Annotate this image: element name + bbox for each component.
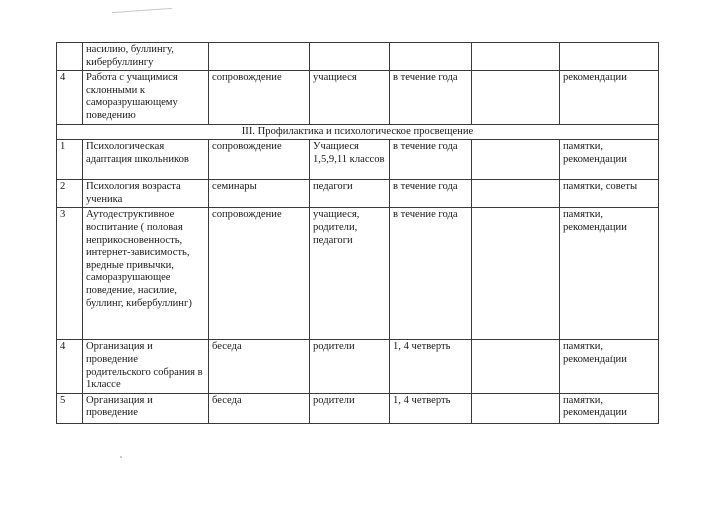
participants-cell: родители [310,393,390,423]
scan-artifact [112,8,172,13]
table-row [57,340,659,393]
row-number: 4 [57,340,83,393]
activity-cell: Организация и проведение родительского собрания в 1классе [83,340,209,393]
activity-cell: Аутодеструктивное воспитание ( половая неприкосновенность, интернет-зависимость, вредные привычки, саморазрушающее поведение, насилие, буллинг, кибербуллинг) [83,208,209,340]
activity-cell: насилию, буллингу, кибербуллингу [83,43,209,71]
plan-table [56,42,659,424]
table-row [57,208,659,340]
participants-cell: учащиеся [310,71,390,124]
form-cell: беседа [209,340,310,393]
participants-cell: родители [310,340,390,393]
timing-cell: в течение года [390,71,472,124]
extra-cell [472,43,560,71]
result-cell: памятки, рекомендации [560,208,659,340]
activity-cell: Психология возраста ученика [83,180,209,208]
result-cell: памятки, советы [560,180,659,208]
result-cell: памятки, рекомендации [560,340,659,393]
table-row [57,180,659,208]
participants-cell [310,43,390,71]
table-row [57,393,659,423]
row-number: 3 [57,208,83,340]
extra-cell [472,340,560,393]
table-row [57,71,659,124]
form-cell: семинары [209,180,310,208]
activity-cell: Работа с учащимися склонными к саморазрушающему поведению [83,71,209,124]
extra-cell [472,208,560,340]
result-cell [560,43,659,71]
activity-cell: Организация и проведение [83,393,209,423]
participants-cell: Учащиеся 1,5,9,11 классов [310,140,390,180]
scan-speck [120,456,122,458]
timing-cell: 1, 4 четверть [390,340,472,393]
activity-cell: Психологическая адаптация школьников [83,140,209,180]
result-cell: памятки, рекомендации [560,140,659,180]
result-cell: рекомендации [560,71,659,124]
form-cell: сопровождение [209,71,310,124]
timing-cell: в течение года [390,140,472,180]
table-row [57,140,659,180]
extra-cell [472,180,560,208]
section-title: III. Профилактика и психологическое просвещение [57,124,659,140]
extra-cell [472,71,560,124]
row-number: 4 [57,71,83,124]
timing-cell: в течение года [390,180,472,208]
extra-cell [472,393,560,423]
extra-cell [472,140,560,180]
section-row [57,124,659,140]
row-number: 1 [57,140,83,180]
form-cell: сопровождение [209,140,310,180]
timing-cell [390,43,472,71]
row-number [57,43,83,71]
timing-cell: в течение года [390,208,472,340]
participants-cell: педагоги [310,180,390,208]
form-cell: беседа [209,393,310,423]
result-cell: памятки, рекомендации [560,393,659,423]
form-cell: сопровождение [209,208,310,340]
timing-cell: 1, 4 четверть [390,393,472,423]
table-row [57,43,659,71]
form-cell [209,43,310,71]
row-number: 2 [57,180,83,208]
row-number: 5 [57,393,83,423]
participants-cell: учащиеся, родители, педагоги [310,208,390,340]
